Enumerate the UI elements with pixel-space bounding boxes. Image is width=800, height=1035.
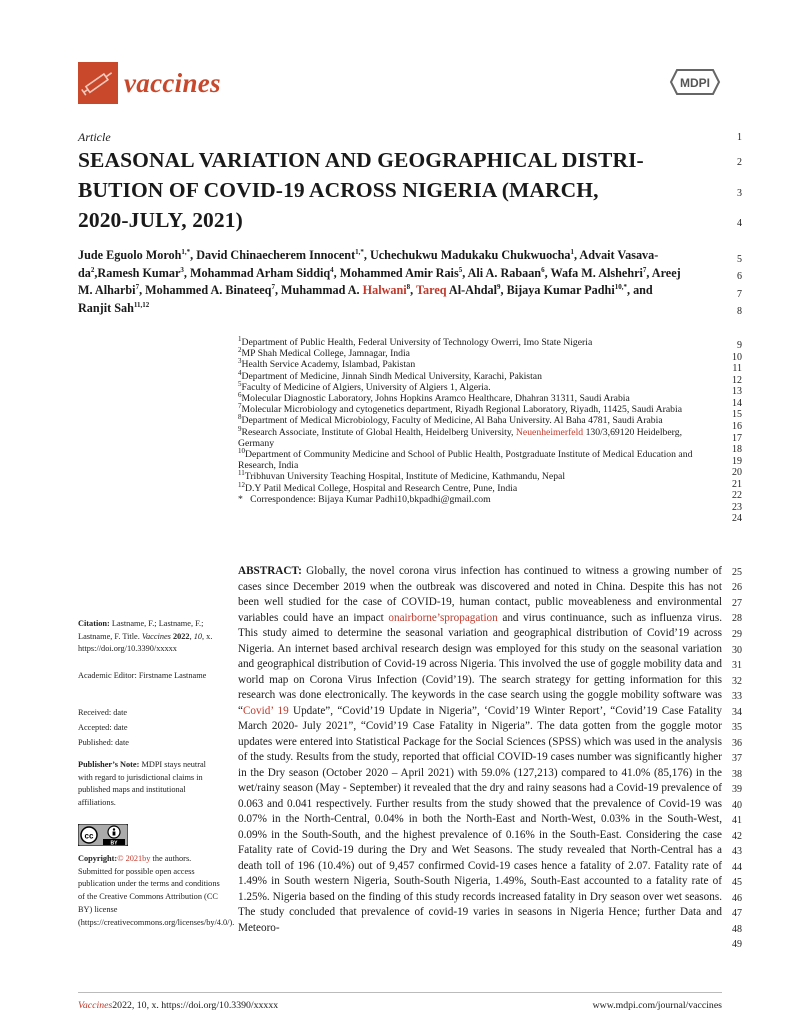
line-number: 40 <box>732 800 742 811</box>
line-number: 31 <box>732 660 742 671</box>
affiliation: $^9$Research Associate, Institute of Global Health, Heidelberg University, Neuenheimerfeld 130/3,69120 Heidelberg, Germany <box>238 424 682 449</box>
line-number: 32 <box>732 676 742 687</box>
article-type: Article <box>78 130 111 144</box>
footer-url[interactable]: www.mdpi.com/journal/vaccines <box>592 1000 722 1011</box>
publisher-note: Publisher’s Note: MDPI stays neutral with regard to jurisdictional claims in published maps and institutional affiliations. <box>78 760 206 808</box>
line-number: 30 <box>732 645 742 656</box>
line-number: 16 <box>732 421 742 432</box>
line-number: 10 <box>732 352 742 363</box>
line-number: 49 <box>732 939 742 950</box>
footer-citation: Vaccines2022, 10, x. https://doi.org/10.3390/xxxxx <box>78 1000 279 1011</box>
svg-text:BY: BY <box>110 840 118 846</box>
line-number: 26 <box>732 582 742 593</box>
abstract-label: ABSTRACT: <box>238 565 302 577</box>
line-number: 29 <box>732 629 742 640</box>
line-number: 5 <box>737 254 742 265</box>
line-number: 2 <box>737 157 742 168</box>
line-number: 47 <box>732 908 742 919</box>
journal-name: vaccines <box>124 68 221 98</box>
line-number: 4 <box>737 218 742 229</box>
title-line: 2020-JULY, 2021) <box>78 208 243 232</box>
line-number: 33 <box>732 691 742 702</box>
published-date: Published: date <box>78 738 129 747</box>
received-date: Received: date <box>78 708 128 717</box>
line-number: 46 <box>732 893 742 904</box>
citation: Citation: Lastname, F.; Lastname, F.; Lastname, F. Title. Vaccines 2022, 10, x. https://doi.org/10.3390/xxxxx <box>78 619 213 654</box>
line-number: 41 <box>732 815 742 826</box>
mdpi-logo-text: MDPI <box>680 76 710 90</box>
line-number: 1 <box>737 132 742 143</box>
affiliation: $^5$Faculty of Medicine of Algiers, University of Algiers 1, Algeria. <box>238 379 491 393</box>
line-number: 24 <box>732 513 742 524</box>
line-number: 14 <box>732 398 742 409</box>
academic-editor: Academic Editor: Firstname Lastname <box>78 671 207 680</box>
line-number: 18 <box>732 444 742 455</box>
line-number: 22 <box>732 490 742 501</box>
line-number: 34 <box>732 707 742 718</box>
line-number: 11 <box>732 363 742 374</box>
article-title <box>78 145 718 235</box>
line-number: 42 <box>732 831 742 842</box>
affiliation: $^7$Molecular Microbiology and cytogenetics department, Riyadh Regional Laboratory, Riyadh, 11425, Saudi Arabia <box>238 401 682 416</box>
line-number: 38 <box>732 769 742 780</box>
line-number: 20 <box>732 467 742 478</box>
cc-by-license-icon[interactable] <box>78 824 128 844</box>
line-number: 45 <box>732 877 742 888</box>
line-number: 48 <box>732 924 742 935</box>
copyright: Copyright:© 2021by the authors. Submitted for possible open access publication under the terms and conditions of the Creative Commons Attribution (CC BY) license (https://creativecommons.org/licenses/by/4.0/). <box>78 854 235 927</box>
affiliation: $^{12}$D.Y Patil Medical College, Hospital and Research Centre, Pune, India <box>238 480 518 494</box>
line-number: 3 <box>737 188 742 199</box>
affiliation: $^{11}$Tribhuvan University Teaching Hospital, Institute of Medicine, Kathmandu, Nepal <box>238 469 566 483</box>
affiliation: $^1$Department of Public Health, Federal University of Technology Owerri, Imo State Nigeria <box>238 334 593 348</box>
abstract: ABSTRACT: Globally, the novel corona virus infection has continued to witness a growing number of cases since December 2019 when the outbreak was discovered and noted in China. Despite this has not been well studied for the case of COVID-19, human contact, public moveableness and environmental variables could have an impact onairborne’spropagation and virus continuance, such as influenza virus. This study aimed to determine the seasonal variation and geographical distribution of Covid’19 across Nigeria. An internet based archival research design was employed for this study on the seasonal variation and geographical distribution of Covid-19 across Nigeria. This involved the use of goggle mobility data and world map on Corona Virus Infection (Covid’19). The search strategy for getting information for this research was done electronically. The keywords in the case search using the goggle mobility software was “Covid’ 19 Update”, “Covid’19 Update in Nigeria”, ‘Covid’19 Winter Report’, “Covid’19 Case Fatality March 2020- July 2021”, “Covid’19 Case Fatality in Nigeria”. The data gotten from the goggle motor updates were entered into Statistical Package for the Social Sciences (SPSS) which was used in the analysis of the study. Results from the study, reported that official COVID-19 cases number was significantly higher in the Dry season (October 2020 – April 2021) with 59.0% (127,213) compared to 41.0% (85,176) in the wet/rainy season (May - September) it revealed that the dry and rainy seasons had a Covid-19 prevalence of 0.063 and 0.041 respectively. Further results from the study showed that the prevalence of Covid-19 was 0.07% in the North-Central, 0.04% in both the North-East and North-West, 0.03% in the South-West, 0.09% in the South-South, and the highest prevalence of 0.16% in the South-East. Considering the case Fatality rate of Covid-19 during the Dry and Wet Seasons. The study revealed that North-Central has a death toll of 196 (10.4%) out of 9,457 confirmed Covid-19 cases hence a fatality of 2.07. Fatality rate of 1.49% in South western Nigeria, South-South Nigeria, 1.49%, South-East accounted to a fatality rate of 1.25%. Nigeria based on the finding of this study records increased fatality in Dry season over wet seasons. The study concluded that prevalence of covid-19 varies in seasons in Nigeria Hence; further Data and Meteoro- <box>238 565 722 934</box>
line-number: 28 <box>732 613 742 624</box>
line-number: 9 <box>737 340 742 351</box>
svg-text:cc: cc <box>84 831 94 841</box>
affiliation: $^4$Department of Medicine, Jinnah Sindh Medical University, Karachi, Pakistan <box>238 368 542 382</box>
affiliation: $^6$Molecular Diagnostic Laboratory, Johns Hopkins Aramco Healthcare, Dhahran 31311, Saudi Arabia <box>238 390 630 405</box>
affiliations <box>238 334 716 505</box>
author-link[interactable]: Tareq <box>416 283 447 297</box>
affiliation: $^{10}$Department of Community Medicine and School of Public Health, Postgraduate Institute of Medical Education and Research, India <box>238 446 693 472</box>
syringe-icon <box>78 62 118 104</box>
line-number: 7 <box>737 289 742 300</box>
line-number: 43 <box>732 846 742 857</box>
author-link[interactable]: Halwani <box>362 283 407 297</box>
line-number: 13 <box>732 386 742 397</box>
author-list: Jude Eguolo Moroh$^{1,*}$, David Chinaecherem Innocent$^{1,*}$, Uchechukwu Madukaku Chukwuocha$^1$, Advait Vasava- $da^2,Ramesh$ Kumar$^3$, Mohammad Arham Siddiq$^4$, Mohammed Amir Rais$^5$, Ali A. Rabaan$^6$, Wafa M. Alshehri$^7$, Areej M. Alharbi$^7$, Mohammed A. Binateeq$^7$, Muhammad A. Halwani$^8$, Tareq Al-Ahdal$^9$, Bijaya Kumar Padhi$^{10,*}$, and Ranjit Sah$^{11,12}$ <box>78 247 681 315</box>
line-number: 12 <box>732 375 742 386</box>
line-number: 19 <box>732 456 742 467</box>
correspondence: * Correspondence: Bijaya Kumar Padhi10,bkpadhi@gmail.com <box>238 493 491 505</box>
affiliation: $^3$Health Service Academy, Islambad, Pakistan <box>238 357 416 371</box>
line-number: 23 <box>732 502 742 513</box>
line-number: 44 <box>732 862 742 873</box>
title-line: BUTION OF COVID-19 ACROSS NIGERIA (MARCH, <box>78 178 599 202</box>
line-number: 17 <box>732 433 742 444</box>
title-line: SEASONAL VARIATION AND GEOGRAPHICAL DISTRI- <box>78 148 644 172</box>
line-number: 35 <box>732 722 742 733</box>
line-number: 39 <box>732 784 742 795</box>
line-number: 27 <box>732 598 742 609</box>
line-number: 21 <box>732 479 742 490</box>
line-number: 36 <box>732 738 742 749</box>
line-number: 15 <box>732 409 742 420</box>
affiliation: $^8$Department of Medical Microbiology, Faculty of Medicine, Al Baha University. Al Baha 4781, Saudi Arabia <box>238 413 663 427</box>
footer-divider <box>78 992 722 993</box>
accepted-date: Accepted: date <box>78 723 128 732</box>
line-number: 37 <box>732 753 742 764</box>
affiliation: $^2$MP Shah Medical College, Jamnagar, India <box>238 345 410 360</box>
line-number: 25 <box>732 567 742 578</box>
line-number: 6 <box>737 271 742 282</box>
line-number: 8 <box>737 306 742 317</box>
journal-logo <box>78 62 118 104</box>
mdpi-logo <box>669 66 721 103</box>
